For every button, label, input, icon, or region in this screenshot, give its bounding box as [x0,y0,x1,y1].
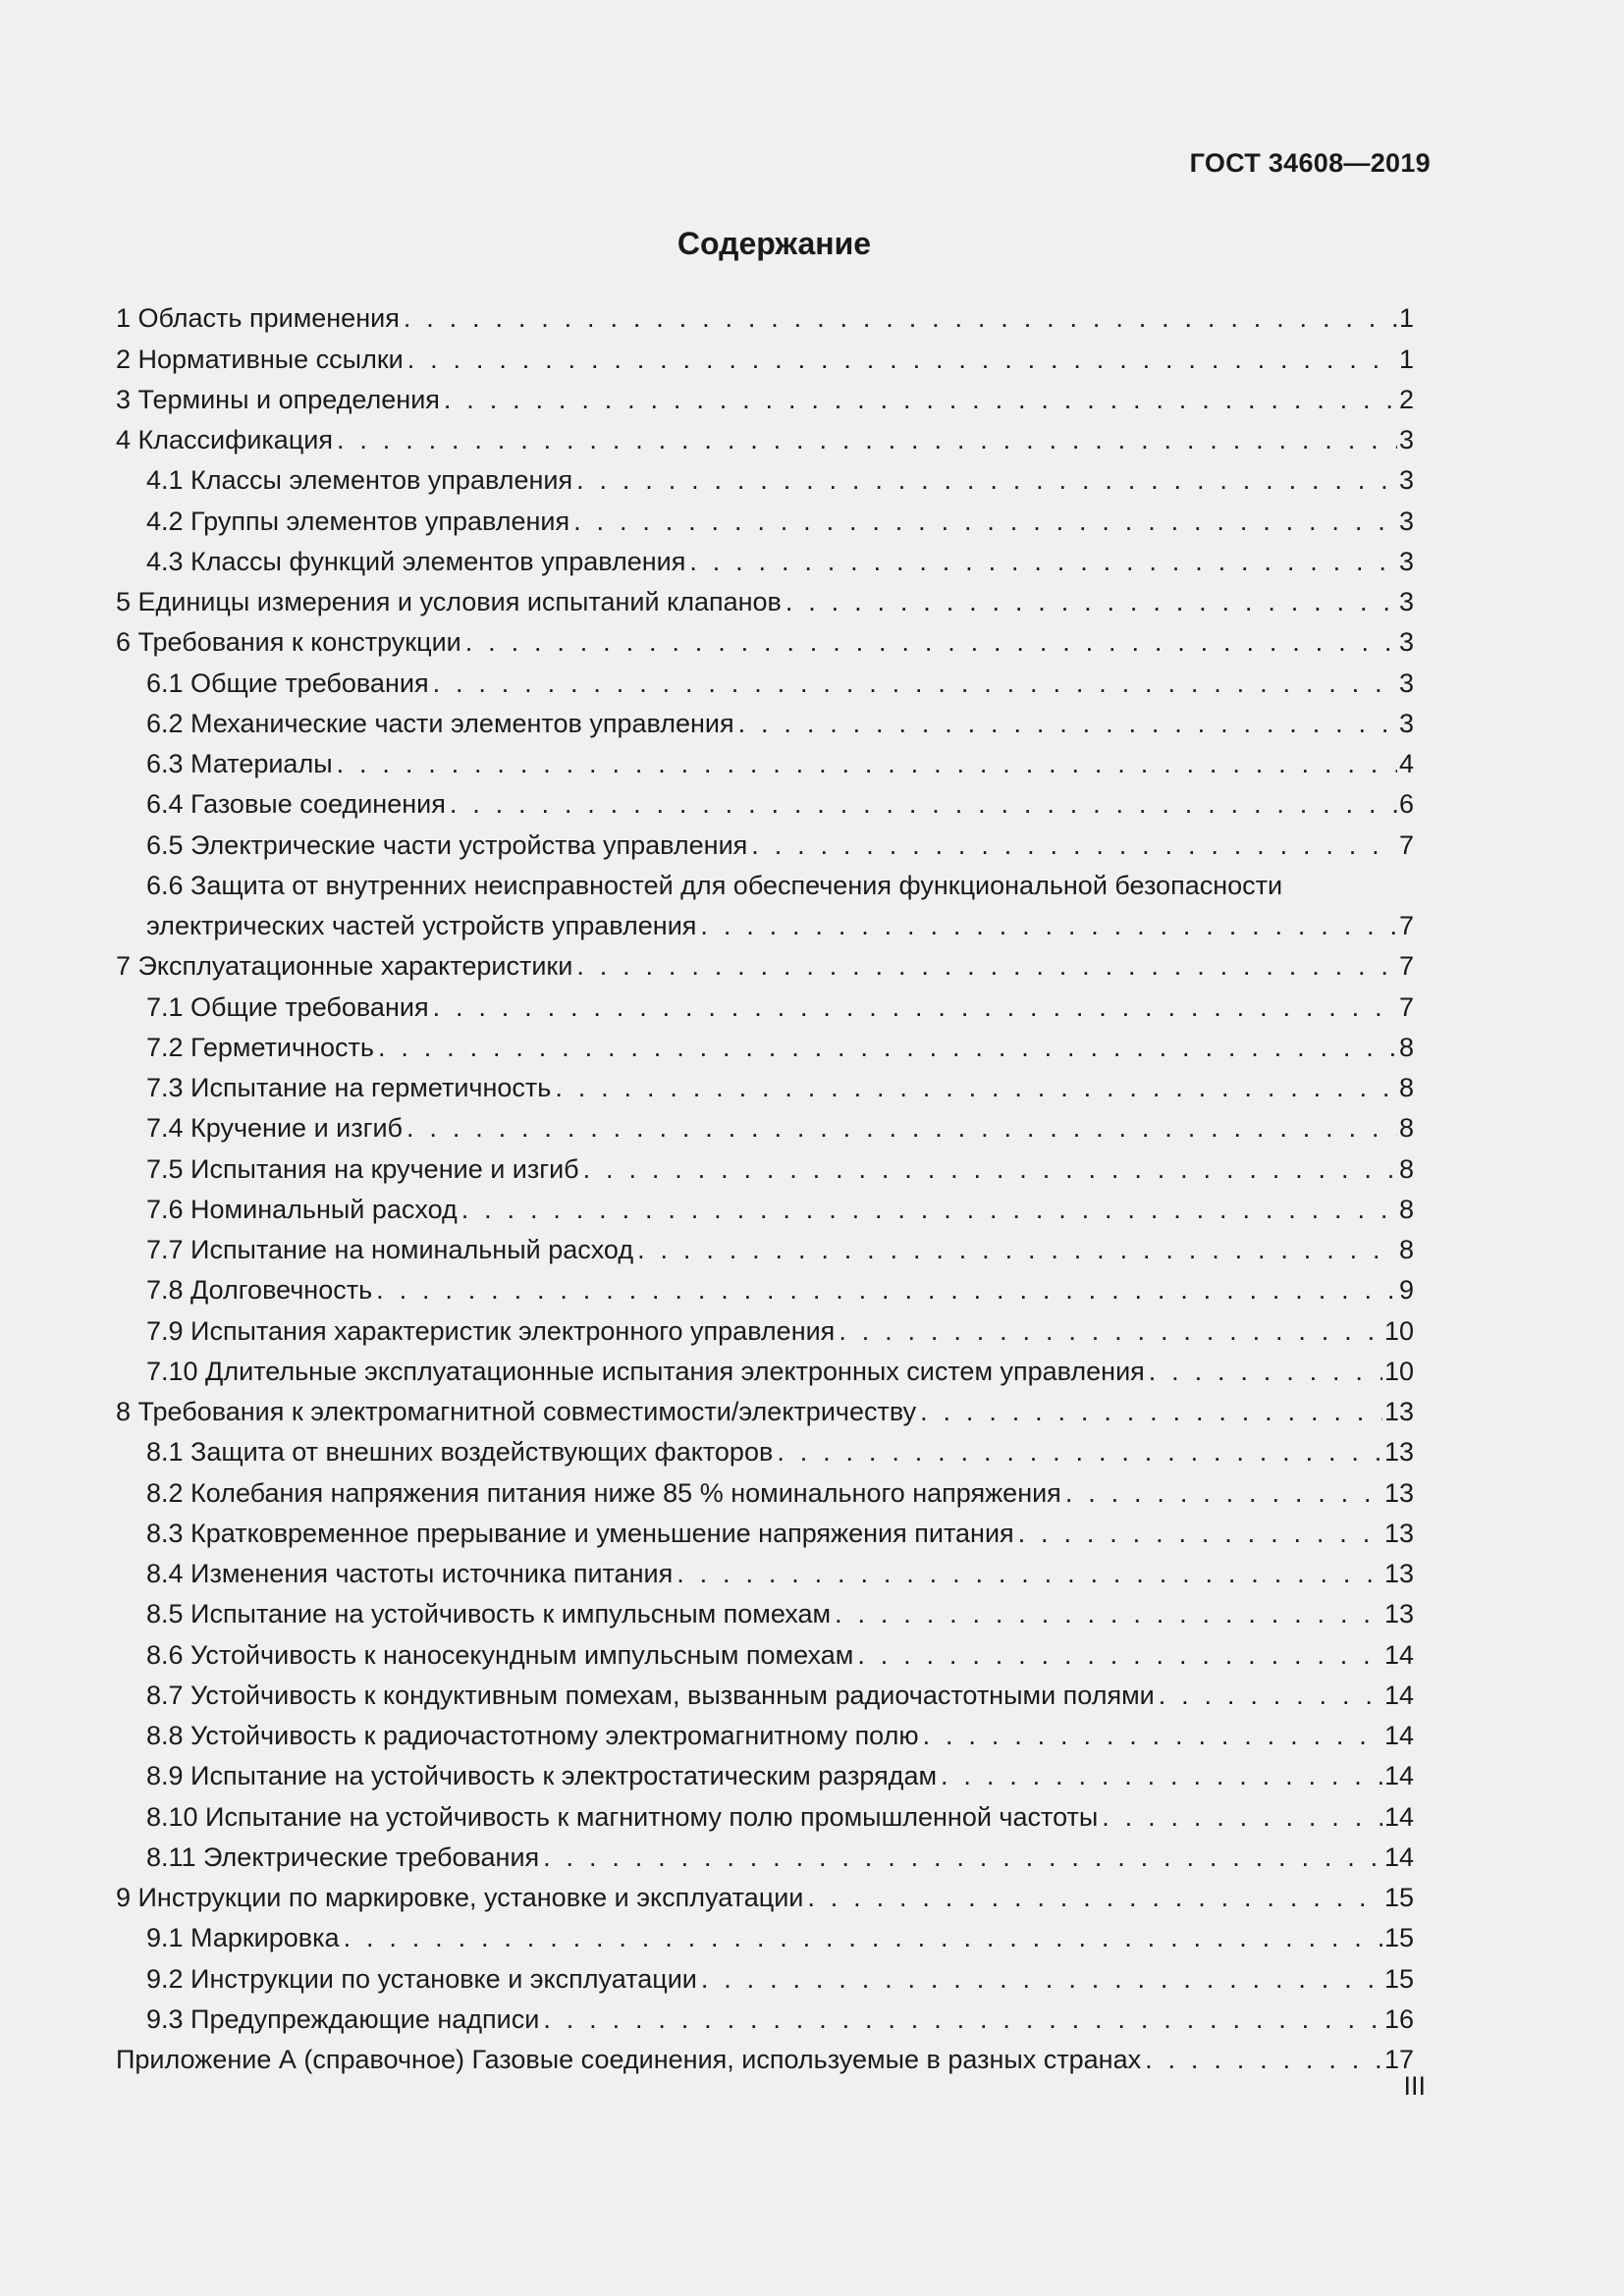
dot-leader [803,1883,1382,1912]
toc-entry-page: 3 [1398,506,1414,536]
toc-entry-page: 17 [1383,2045,1414,2074]
dot-leader [697,1964,1382,1994]
toc-entry-title: 8 Требования к электромагнитной совместимости/электричеству [116,1397,917,1426]
toc-entry-title: 3 Термины и определения [116,384,440,414]
toc-entry[interactable] [116,576,1414,616]
dot-leader [569,507,1397,536]
toc-entry-title: 8.6 Устойчивость к наносекундным импульсным помехам [146,1639,854,1670]
toc-entry[interactable] [116,1426,1414,1467]
dot-leader [747,830,1397,860]
toc-entry-page: 6 [1398,789,1414,820]
toc-entry[interactable] [116,940,1414,981]
toc-entry-page: 15 [1383,1923,1414,1953]
toc-entry-title: 8.1 Защита от внешних воздействующих факторов [146,1437,774,1468]
toc-entry-page: 1 [1398,344,1414,374]
dot-leader [539,2004,1382,2034]
toc-entry[interactable] [116,1832,1414,1872]
toc-entry-title: 1 Область применения [116,303,400,334]
dot-leader [782,587,1397,616]
toc-entry-page: 8 [1398,1032,1414,1062]
toc-entry[interactable] [116,819,1414,859]
dot-leader [374,1033,1397,1062]
toc-entry[interactable] [116,698,1414,738]
toc-entry-page: 9 [1398,1275,1414,1306]
toc-entry-page: 3 [1398,465,1414,496]
dot-leader [916,1397,1382,1426]
dot-leader [919,1721,1382,1750]
toc-entry[interactable] [116,1346,1414,1386]
toc-entry-title: 8.10 Испытание на устойчивость к магнитному полю промышленной частоты [146,1801,1099,1832]
toc-entry-page: 14 [1383,1721,1414,1750]
dot-leader [1145,1357,1382,1386]
toc-entry-page: 8 [1398,1153,1414,1184]
toc-entry[interactable] [116,1386,1414,1426]
toc-entry-page: 7 [1398,951,1414,982]
toc-entry-page: 8 [1398,1073,1414,1102]
toc-entry-title: 7.2 Герметичность [146,1032,374,1062]
toc-entry[interactable] [116,657,1414,697]
toc-entry-title: 8.11 Электрические требования [146,1842,540,1872]
toc-entry-title: 7.10 Длительные эксплуатационные испытания электронных систем управления [146,1356,1145,1386]
toc-entry-page: 14 [1383,1639,1414,1670]
toc-entry[interactable] [116,1912,1414,1952]
toc-entry[interactable] [116,981,1414,1021]
toc-entry[interactable] [116,2034,1414,2074]
toc-entry[interactable] [116,414,1414,454]
toc-entry-page: 14 [1383,1842,1414,1872]
dot-leader [461,627,1397,657]
toc-entry-page: 8 [1398,1235,1414,1264]
dot-leader [372,1275,1397,1305]
toc-entry[interactable] [116,1710,1414,1750]
toc-entry-page: 13 [1383,1437,1414,1468]
toc-entry[interactable] [116,616,1414,657]
toc-entry-title: 8.5 Испытание на устойчивость к импульсным помехам [146,1599,832,1629]
toc-entry[interactable] [116,1264,1414,1305]
toc-entry-title: 9.3 Предупреждающие надписи [146,2003,540,2034]
toc-entry[interactable] [116,454,1414,495]
toc-entry-title: 7 Эксплуатационные характеристики [116,951,573,982]
dot-leader [734,709,1397,738]
toc-entry-title: 7.4 Кручение и изгиб [146,1113,404,1144]
toc-entry-page: 15 [1383,1963,1414,1994]
dot-leader [633,1235,1397,1264]
toc-entry-title: 7.3 Испытание на герметичность [146,1073,552,1102]
toc-entry[interactable] [116,333,1414,373]
dot-leader [333,425,1397,454]
toc-entry-page: 16 [1383,2003,1414,2034]
dot-leader [539,1842,1382,1872]
dot-leader [572,465,1397,495]
dot-leader [458,1195,1397,1224]
toc-entry[interactable] [116,1952,1414,1993]
dot-leader [429,668,1397,698]
dot-leader [400,303,1397,333]
toc-entry[interactable] [116,1750,1414,1790]
toc-entry-title: 4.1 Классы элементов управления [146,465,573,496]
toc-entry-page: 13 [1383,1397,1414,1426]
toc-entry[interactable] [116,495,1414,535]
toc-entry-page: 7 [1398,991,1414,1022]
toc-entry-title: 6.2 Механические части элементов управления [146,708,734,738]
toc-entry-title: 6.4 Газовые соединения [146,789,446,820]
toc-entry[interactable] [116,778,1414,819]
dot-leader [696,911,1397,940]
toc-entry-page: 10 [1383,1315,1414,1346]
dot-leader [1014,1519,1382,1548]
toc-entry[interactable] [116,1224,1414,1264]
dot-leader [404,345,1397,374]
toc-entry[interactable] [116,536,1414,576]
toc-entry[interactable] [116,1670,1414,1710]
toc-entry-title: 6.1 Общие требования [146,667,429,698]
toc-entry[interactable] [116,1184,1414,1224]
toc-entry-title: 7.8 Долговечность [146,1275,373,1306]
toc-entry[interactable] [116,1022,1414,1062]
toc-entry-title: 8.2 Колебания напряжения питания ниже 85 % номинального напряжения [146,1477,1061,1508]
toc-entry-page: 4 [1398,749,1414,778]
toc-entry-title: 7.6 Номинальный расход [146,1194,458,1224]
dot-leader [937,1761,1382,1790]
toc-entry-page: 3 [1398,587,1414,616]
toc-entry-page: 8 [1398,1194,1414,1224]
dot-leader [835,1316,1382,1346]
toc-entry[interactable] [116,1102,1414,1143]
dot-leader [446,789,1397,819]
toc-entry-page: 13 [1383,1477,1414,1508]
toc-entry-page: 3 [1398,546,1414,576]
toc-entry-page: 10 [1383,1356,1414,1386]
toc-entry-title-continued: электрических частей устройств управления [146,911,697,940]
toc-entry-page: 13 [1383,1599,1414,1629]
toc-entry-title: 4.2 Группы элементов управления [146,506,570,536]
toc-entry-title: 8.4 Изменения частоты источника питания [146,1559,674,1588]
toc-entry[interactable] [116,1062,1414,1102]
toc-entry[interactable] [116,1588,1414,1629]
page-title: Содержание [677,226,872,261]
toc-entry-title: 8.7 Устойчивость к кондуктивным помехам, вызванным радиочастотными полями [146,1680,1155,1710]
dot-leader [340,1923,1382,1952]
dot-leader [440,385,1397,414]
toc-entry[interactable] [116,1467,1414,1507]
dot-leader [685,547,1397,576]
toc-entry-title: 4.3 Классы функций элементов управления [146,546,686,576]
toc-entry[interactable] [116,1872,1414,1912]
toc-entry-page: 3 [1398,708,1414,738]
toc-entry-page: 8 [1398,1113,1414,1144]
toc-entry[interactable] [116,860,1414,941]
dot-leader [1098,1802,1382,1832]
dot-leader [773,1437,1382,1467]
toc-entry-title: 6.6 Защита от внутренних неисправностей для обеспечения функциональной безопасности [146,870,1283,900]
toc-entry-title: 4 Классификация [116,425,333,454]
toc-entry[interactable] [116,1508,1414,1548]
toc-entry-page: 13 [1383,1518,1414,1548]
toc-entry-title: 6.3 Материалы [146,749,333,778]
toc-entry[interactable] [116,374,1414,414]
toc-entry-title: 6 Требования к конструкции [116,627,461,658]
dot-leader [403,1113,1397,1143]
toc-entry-title: 9 Инструкции по маркировке, установке и эксплуатации [116,1883,804,1912]
toc-entry-page: 3 [1398,627,1414,658]
toc-entry-title: 7.1 Общие требования [146,991,429,1022]
dot-leader [1061,1478,1382,1508]
toc-entry-title: 5 Единицы измерения и условия испытаний клапанов [116,587,782,616]
toc-entry-title: 9.2 Инструкции по установке и эксплуатации [146,1963,697,1994]
toc-entry-page: 7 [1398,829,1414,860]
toc-entry-title: 8.8 Устойчивость к радиочастотному электромагнитному полю [146,1721,919,1750]
toc-entry[interactable] [116,1629,1414,1669]
toc-entry-page: 3 [1398,667,1414,698]
dot-leader [551,1073,1397,1102]
dot-leader [1155,1681,1382,1710]
dot-leader [333,749,1397,778]
toc-entry-page: 14 [1383,1761,1414,1791]
toc-entry-page: 1 [1398,303,1414,334]
document-code: ГОСТ 34608—2019 [1189,148,1431,178]
toc-entry-page: 2 [1398,384,1414,414]
table-of-contents [116,293,1414,2074]
dot-leader [831,1599,1382,1629]
toc-entry[interactable] [116,1143,1414,1183]
toc-entry[interactable] [116,1790,1414,1831]
toc-entry-page: 7 [1398,911,1414,940]
toc-entry-title: 2 Нормативные ссылки [116,344,404,374]
toc-entry[interactable] [116,1548,1414,1588]
toc-entry[interactable] [116,293,1414,333]
dot-leader [853,1640,1382,1670]
toc-entry-page: 15 [1383,1883,1414,1912]
toc-entry-page: 14 [1383,1680,1414,1710]
toc-entry-title: 9.1 Маркировка [146,1923,340,1953]
dot-leader [1141,2045,1382,2074]
dot-leader [673,1559,1382,1588]
toc-entry-title: Приложение А (справочное) Газовые соединения, используемые в разных странах [116,2045,1142,2074]
toc-entry-page: 3 [1398,425,1414,454]
dot-leader [579,1154,1397,1184]
toc-entry[interactable] [116,1994,1414,2034]
toc-entry-title: 6.5 Электрические части устройства управления [146,829,748,860]
toc-entry-title: 8.9 Испытание на устойчивость к электростатическим разрядам [146,1761,938,1791]
toc-entry[interactable] [116,738,1414,778]
dot-leader [572,951,1397,981]
toc-entry-page: 13 [1383,1559,1414,1588]
toc-entry-title: 7.5 Испытания на кручение и изгиб [146,1153,579,1184]
toc-entry-title: 7.9 Испытания характеристик электронного управления [146,1315,836,1346]
page-number: III [1403,2071,1426,2101]
toc-entry[interactable] [116,1305,1414,1345]
toc-entry-page: 14 [1383,1801,1414,1832]
dot-leader [429,992,1397,1022]
toc-entry-title: 8.3 Кратковременное прерывание и уменьшение напряжения питания [146,1518,1014,1548]
toc-entry-title: 7.7 Испытание на номинальный расход [146,1235,634,1264]
